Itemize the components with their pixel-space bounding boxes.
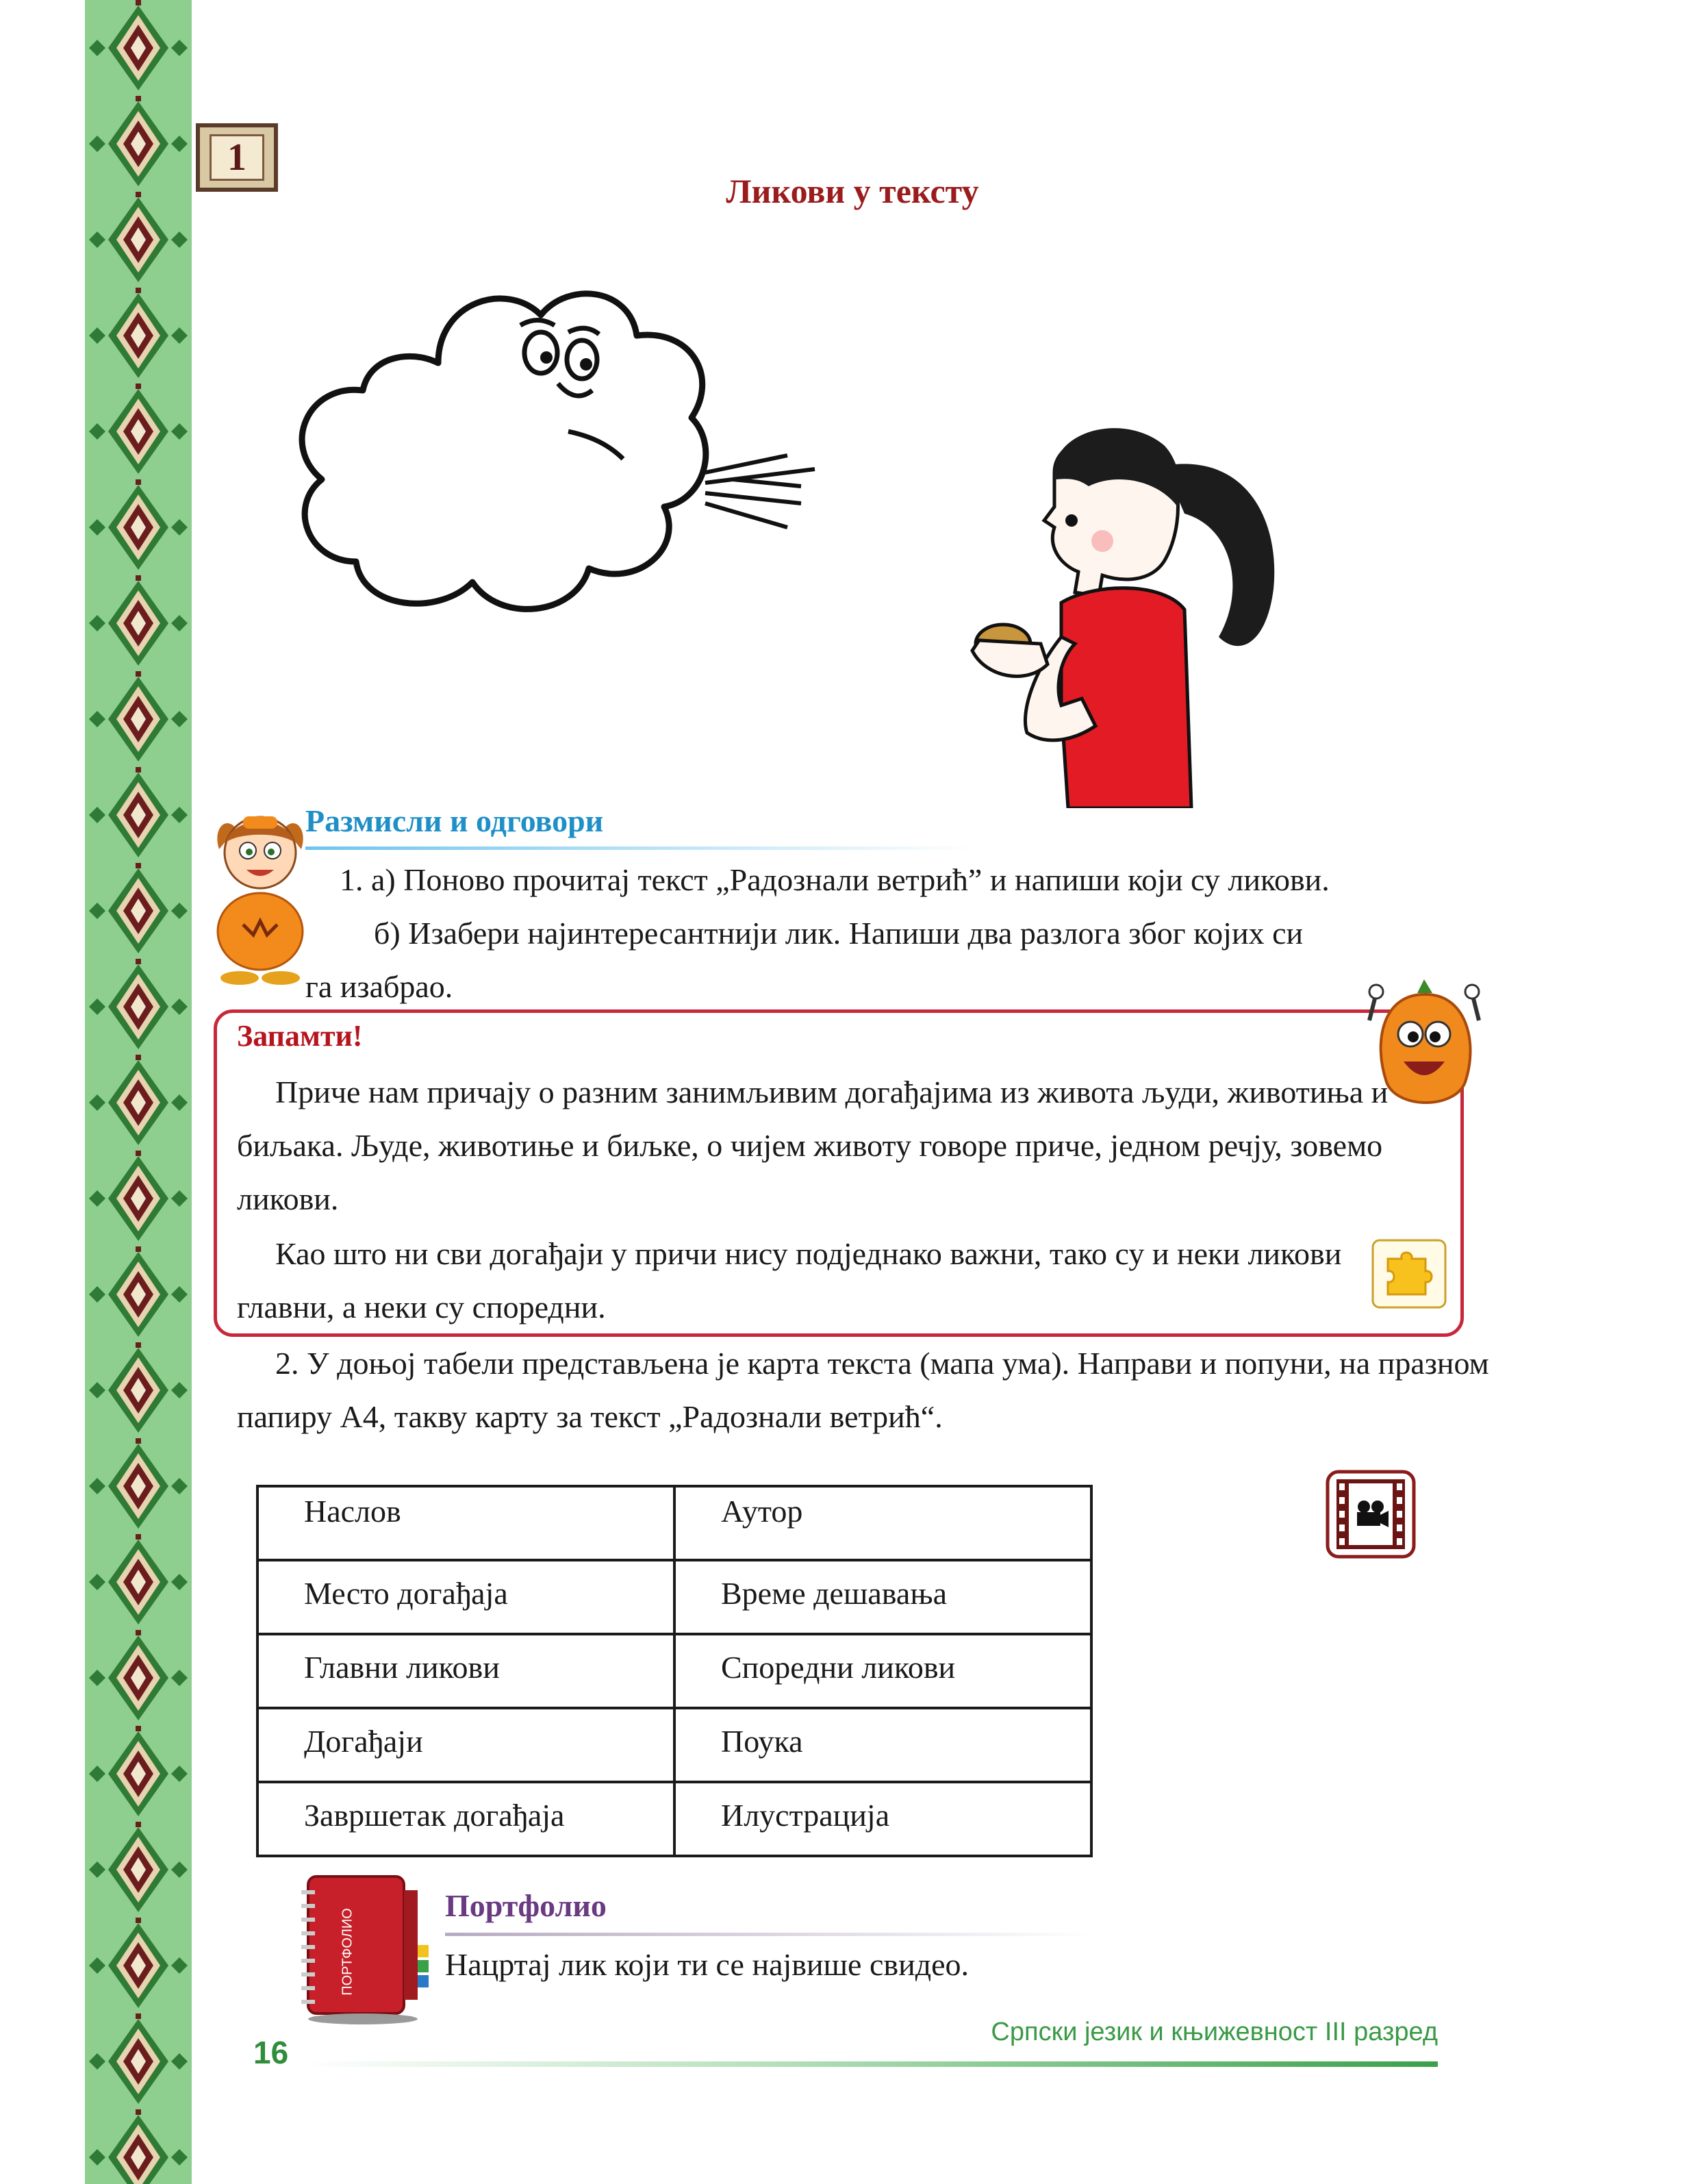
question-1b: б) Изабери најинтересантнији лик. Напиши два разлога због којих си <box>374 916 1304 951</box>
ornament-motif <box>89 959 188 1049</box>
ornament-motif <box>89 863 188 953</box>
page-number: 16 <box>253 2035 289 2070</box>
ornament-border <box>85 0 192 2184</box>
ornament-motif <box>89 1246 188 1337</box>
table-cell-place: Место догађаја <box>257 1560 674 1634</box>
table-cell-ending: Завршетак догађаја <box>257 1782 674 1856</box>
ornament-motif <box>89 384 188 474</box>
pumpkin-girl-icon <box>205 801 315 986</box>
table-cell-events: Догађаји <box>257 1708 674 1782</box>
footer-rule <box>301 2061 1438 2067</box>
table-row <box>257 1486 1091 1560</box>
ornament-motif <box>89 1822 188 1912</box>
table-cell-illustration: Илустрација <box>674 1782 1091 1856</box>
table-cell-title: Наслов <box>257 1486 674 1560</box>
ornament-motif <box>89 767 188 857</box>
ornament-motif <box>89 1630 188 1720</box>
film-camera-icon <box>1326 1470 1416 1559</box>
ornament-motif <box>89 1534 188 1624</box>
table-cell-author: Аутор <box>674 1486 1091 1560</box>
ornament-motif <box>89 1151 188 1241</box>
book-title: Српски језик и књижевност III разред <box>991 2018 1438 2046</box>
question-2: 2. У доњој табели представљена је карта текста (мапа ума). Направи и попуни, на празном папиру А4, такву карту за текст „Радознали ветрић“. <box>237 1346 1489 1434</box>
remember-paragraph-1: Приче нам причају о разним занимљивим догађајима из живота људи, животиња и биљака. Људе, животиње и биљке, о чијем животу говоре приче, једном речју, зовемо ликови. <box>237 1075 1389 1216</box>
mind-map-table <box>256 1485 1093 1857</box>
ornament-motif <box>89 479 188 570</box>
ornament-motif <box>89 2013 188 2104</box>
ornament-motif <box>89 1342 188 1433</box>
portfolio-binder-icon <box>294 1870 431 2027</box>
table-cell-moral: Поука <box>674 1708 1091 1782</box>
portfolio-task: Нацртај лик који ти се највише свидео. <box>445 1947 970 1982</box>
wind-cloud-illustration <box>281 274 828 671</box>
table-cell-main-characters: Главни ликови <box>257 1634 674 1708</box>
table-row <box>257 1782 1091 1856</box>
ornament-motif <box>89 671 188 762</box>
table-cell-time: Време дешавања <box>674 1560 1091 1634</box>
heading-underline <box>305 846 976 850</box>
portfolio-heading: Портфолио <box>445 1888 607 1923</box>
table-row <box>257 1560 1091 1634</box>
question-1b-continued: га изабрао. <box>305 969 453 1004</box>
ornament-motif <box>89 1438 188 1529</box>
table-row <box>257 1708 1091 1782</box>
question-1a: 1. а) Поново прочитај текст „Радознали ветрић” и напиши који су ликови. <box>340 862 1330 897</box>
ornament-motif <box>89 575 188 666</box>
girl-illustration <box>959 411 1315 808</box>
ornament-motif <box>89 2109 188 2184</box>
page-title: Ликови у тексту <box>726 172 979 210</box>
ornament-motif <box>89 1918 188 2008</box>
ornament-motif <box>89 1726 188 1816</box>
binder-label: ПОРТФОЛИО <box>340 1908 355 1996</box>
think-and-answer-heading: Размисли и одговори <box>305 803 604 838</box>
heading-underline <box>445 1933 1095 1936</box>
remember-title: Запамти! <box>237 1019 363 1053</box>
ornament-motif <box>89 0 188 90</box>
table-cell-side-characters: Споредни ликови <box>674 1634 1091 1708</box>
lesson-number: 1 <box>210 134 264 181</box>
table-row <box>257 1634 1091 1708</box>
remember-paragraph-2: Као што ни сви догађаји у причи нису подједнако важни, тако су и неки ликови главни, а неки су споредни. <box>237 1236 1342 1325</box>
puzzle-icon <box>1371 1238 1447 1309</box>
ornament-motif <box>89 288 188 378</box>
ornament-motif <box>89 1055 188 1145</box>
pepper-mascot-icon <box>1356 979 1493 1116</box>
